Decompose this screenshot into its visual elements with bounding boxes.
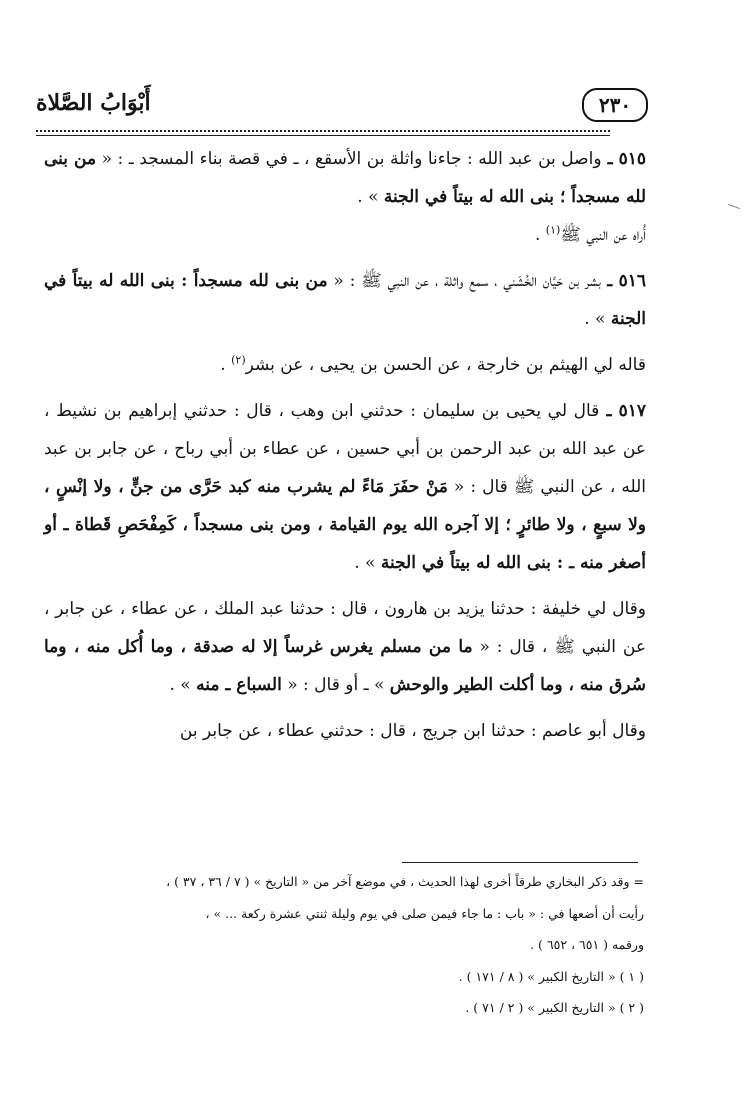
bold-text: السباع ـ منه [196,675,282,695]
main-text [44,140,646,750]
bold-text: ٥١٦ ـ [600,271,646,291]
footnote-rule [402,862,638,863]
page-title: أَبْوَابُ الصَّلاة [36,90,151,116]
paragraph [44,216,646,254]
paragraph [44,346,646,384]
header-rule [36,135,610,136]
text-span: » ـ أو قال : « [281,675,390,695]
footnote-ref: (٢) [231,353,246,367]
paragraph [44,712,646,750]
bold-text: من بنى لله مسجداً : بنى الله له بيتاً في الجنة [44,271,646,329]
bold-text: ٥١٧ ـ [599,401,647,421]
bold-text: مَنْ حفَرَ مَاءً لم يشرب منه كبد حَرَّى من جنٍّ ، ولا إنْسٍ ، ولا سبعٍ ، ولا طائرٍ ؛ إلا آجره الله يوم القيامة ، ومن بنى مسجداً ، كَمِفْحَصِ قَطاة ـ أو أصغر منه ـ : بنى الله له بيتاً في الجنة [44,477,646,573]
text-span: » . [584,309,611,329]
text-span: . [220,355,232,375]
footnote-line: رأيت أن أضعها في : « باب : ما جاء فيمن صلى في يوم وليلة ثنتي عشرة ركعة ... » ، [205,905,644,921]
text-span: أُراه عن النبي ﷺ [560,225,646,245]
text-span: » . [357,187,384,207]
text-span: » . [169,675,197,695]
paragraph [44,392,646,582]
footnote-line: ورقمه ( ٦٥١ ، ٦٥٢ ) . [530,937,644,952]
margin-mark [728,204,740,209]
text-span: » . [354,553,381,573]
text-span: قاله لي الهيثم بن خارجة ، عن الحسن بن يحيى ، عن بشر [245,355,646,375]
text-span: . [534,225,546,245]
footnote-1: ( ١ ) « التاريخ الكبير » ( ٨ / ١٧١ ) . [458,968,644,984]
footnotes [54,866,644,1024]
text-span: قال لي يحيى بن سليمان : حدثني ابن وهب ، قال : حدثني إبراهيم بن نشيط ، عن عبد الله بن عبد الرحمن بن أبي حسين ، عن عطاء بن أبي رباح ، عن جابر بن عبد الله ، عن النبي ﷺ قال : « [44,401,646,497]
page-header [36,86,648,132]
footnote-line: = وقد ذكر البخاري طرقاً أخرى لهذا الحديث ، في موضع آخر من « التاريخ » ( ٧ / ٣٦ ، ٣٧ ) ، [166,874,644,889]
paragraph [44,140,646,216]
bold-text: ٥١٥ ـ [601,149,646,169]
paragraph [44,262,646,338]
header-dotted-rule [36,130,610,132]
page-number-badge: ٢٣٠ [582,88,648,122]
bold-text: ما من مسلم يغرس غرساً إلا له صدقة ، وما أُكل منه ، وما سُرق منه ، وما أكلت الطير والوحش [44,637,646,695]
bold-text: من بنى لله مسجداً ؛ بنى الله له بيتاً في الجنة [44,149,646,207]
text-span: وقال أبو عاصم : حدثنا ابن جريج ، قال : حدثني عطاء ، عن جابر بن [179,721,646,741]
paragraph [44,590,646,704]
footnote-ref: (١) [545,223,561,237]
text-span: واصل بن عبد الله : جاءنا واثلة بن الأسقع ، ـ في قصة بناء المسجد ـ : « [96,149,602,169]
text-span: بشر بن حَيَّان الخُشَني ، سمع واثلة ، عن النبي ﷺ : « [327,271,601,291]
text-span: وقال لي خليفة : حدثنا يزيد بن هارون ، قال : حدثنا عبد الملك ، عن عطاء ، عن جابر ، عن النبي ﷺ ، قال : « [44,599,646,657]
footnote-2: ( ٢ ) « التاريخ الكبير » ( ٢ / ٧١ ) . [465,1000,644,1015]
